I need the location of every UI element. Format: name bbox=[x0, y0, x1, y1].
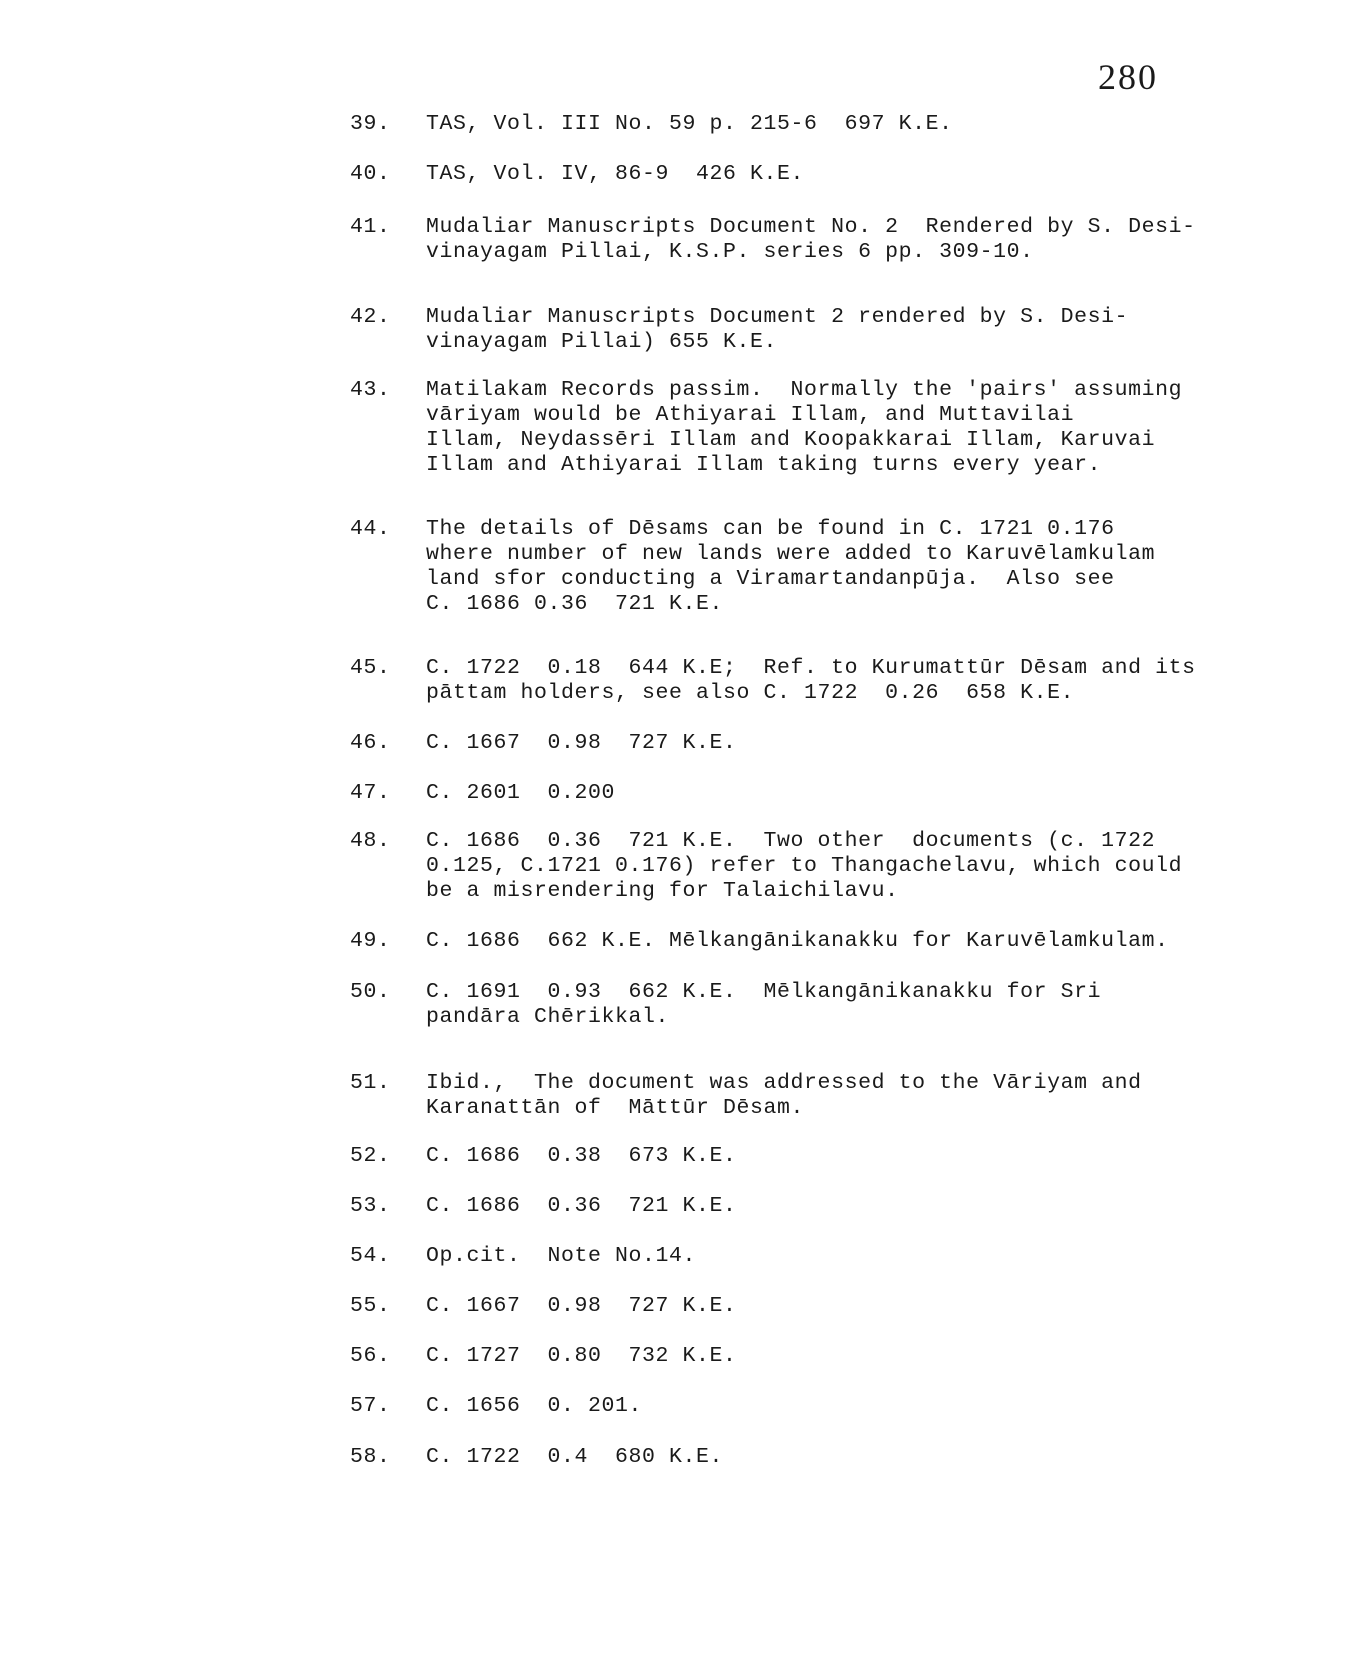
note-line: C. 2601 0.200 bbox=[426, 781, 616, 805]
note-45 bbox=[350, 656, 1280, 706]
note-number: 39. bbox=[350, 112, 391, 136]
note-number: 53. bbox=[350, 1194, 391, 1218]
note-number: 51. bbox=[350, 1071, 391, 1095]
note-line: Matilakam Records passim. Normally the 'pairs' assuming bbox=[426, 378, 1183, 402]
note-49 bbox=[350, 929, 1280, 954]
note-53 bbox=[350, 1194, 1280, 1219]
note-44 bbox=[350, 517, 1280, 617]
note-line: C. 1691 0.93 662 K.E. Mēlkangānikanakku for Sri bbox=[426, 980, 1102, 1004]
note-line: 0.125, C.1721 0.176) refer to Thangachelavu, which could bbox=[426, 854, 1183, 878]
note-41 bbox=[350, 215, 1280, 265]
note-51 bbox=[350, 1071, 1280, 1121]
note-number: 43. bbox=[350, 378, 391, 402]
note-line: Illam and Athiyarai Illam taking turns every year. bbox=[426, 453, 1102, 477]
note-line: Mudaliar Manuscripts Document No. 2 Rendered by S. Desi- bbox=[426, 215, 1196, 239]
note-number: 52. bbox=[350, 1144, 391, 1168]
note-line: TAS, Vol. III No. 59 p. 215-6 697 K.E. bbox=[426, 112, 953, 136]
note-number: 54. bbox=[350, 1244, 391, 1268]
note-number: 50. bbox=[350, 980, 391, 1004]
note-line: pāttam holders, see also C. 1722 0.26 658 K.E. bbox=[426, 681, 1075, 705]
note-line: TAS, Vol. IV, 86-9 426 K.E. bbox=[426, 162, 805, 186]
note-line: vinayagam Pillai) 655 K.E. bbox=[426, 330, 778, 354]
note-number: 42. bbox=[350, 305, 391, 329]
note-line: Mudaliar Manuscripts Document 2 rendered by S. Desi- bbox=[426, 305, 1129, 329]
note-line: vāriyam would be Athiyarai Illam, and Muttavilai bbox=[426, 403, 1075, 427]
note-line: C. 1722 0.4 680 K.E. bbox=[426, 1445, 724, 1469]
note-54 bbox=[350, 1244, 1280, 1269]
note-43 bbox=[350, 378, 1280, 478]
note-line: C. 1686 0.36 721 K.E. Two other documents (c. 1722 bbox=[426, 829, 1156, 853]
note-number: 41. bbox=[350, 215, 391, 239]
note-line: C. 1686 0.38 673 K.E. bbox=[426, 1144, 737, 1168]
note-line: Op.cit. Note No.14. bbox=[426, 1244, 697, 1268]
note-number: 46. bbox=[350, 731, 391, 755]
note-46 bbox=[350, 731, 1280, 756]
note-39 bbox=[350, 112, 1280, 137]
note-number: 45. bbox=[350, 656, 391, 680]
note-47 bbox=[350, 781, 1280, 806]
note-line: C. 1686 0.36 721 K.E. bbox=[426, 592, 724, 616]
note-number: 58. bbox=[350, 1445, 391, 1469]
note-number: 44. bbox=[350, 517, 391, 541]
note-number: 49. bbox=[350, 929, 391, 953]
note-line: The details of Dēsams can be found in C. 1721 0.176 bbox=[426, 517, 1115, 541]
note-line: land sfor conducting a Viramartandanpūja. Also see bbox=[426, 567, 1115, 591]
note-line: C. 1722 0.18 644 K.E; Ref. to Kurumattūr Dēsam and its bbox=[426, 656, 1196, 680]
page-number: 280 bbox=[1098, 57, 1158, 97]
note-line: C. 1686 662 K.E. Mēlkangānikanakku for Karuvēlamkulam. bbox=[426, 929, 1169, 953]
note-number: 48. bbox=[350, 829, 391, 853]
note-line: be a misrendering for Talaichilavu. bbox=[426, 879, 899, 903]
note-line: where number of new lands were added to Karuvēlamkulam bbox=[426, 542, 1156, 566]
note-number: 55. bbox=[350, 1294, 391, 1318]
note-50 bbox=[350, 980, 1280, 1030]
note-line: C. 1727 0.80 732 K.E. bbox=[426, 1344, 737, 1368]
note-line: vinayagam Pillai, K.S.P. series 6 pp. 309-10. bbox=[426, 240, 1034, 264]
note-57 bbox=[350, 1394, 1280, 1419]
note-line: pandāra Chērikkal. bbox=[426, 1005, 670, 1029]
note-line: Karanattān of Māttūr Dēsam. bbox=[426, 1096, 805, 1120]
note-line: Ibid., The document was addressed to the Vāriyam and bbox=[426, 1071, 1142, 1095]
note-line: C. 1667 0.98 727 K.E. bbox=[426, 1294, 737, 1318]
note-40 bbox=[350, 162, 1280, 187]
note-line: Illam, Neydassēri Illam and Koopakkarai Illam, Karuvai bbox=[426, 428, 1156, 452]
note-number: 47. bbox=[350, 781, 391, 805]
note-line: C. 1667 0.98 727 K.E. bbox=[426, 731, 737, 755]
note-42 bbox=[350, 305, 1280, 355]
note-line: C. 1656 0. 201. bbox=[426, 1394, 643, 1418]
note-number: 57. bbox=[350, 1394, 391, 1418]
note-52 bbox=[350, 1144, 1280, 1169]
note-58 bbox=[350, 1445, 1280, 1470]
note-line: C. 1686 0.36 721 K.E. bbox=[426, 1194, 737, 1218]
note-48 bbox=[350, 829, 1280, 904]
note-number: 40. bbox=[350, 162, 391, 186]
note-55 bbox=[350, 1294, 1280, 1319]
note-56 bbox=[350, 1344, 1280, 1369]
note-number: 56. bbox=[350, 1344, 391, 1368]
